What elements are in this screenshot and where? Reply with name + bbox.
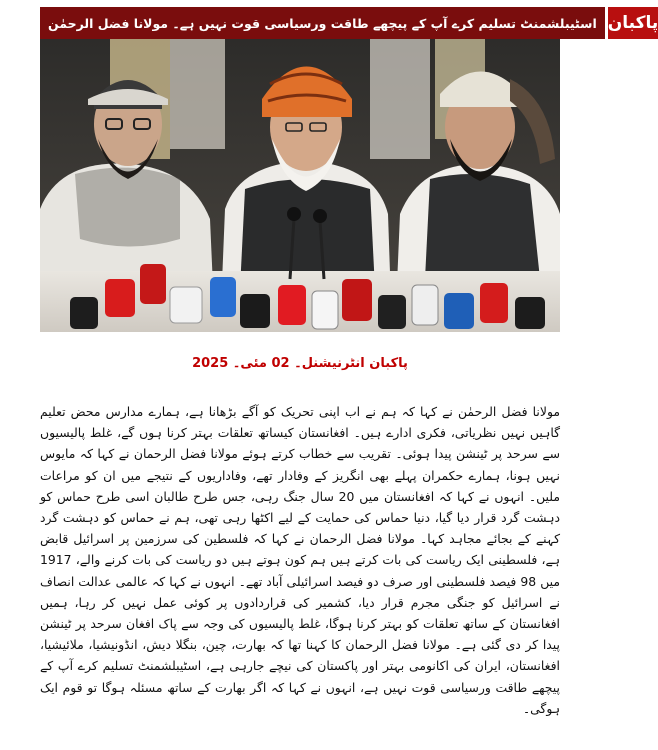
header-bar [40,7,658,39]
article-body: مولانا فضل الرحمٰن نے کہا کہ ہم نے اب اپنی تحریک کو آگے بڑھانا ہے، ہمارے مدارس محض تعلیم گاہیں نہیں نظریاتی، فکری ادارے ہیں۔ افغانستان کیساتھ تعلقات بہتر کرنا ہوں گے، غلط پالیسیوں سے سرحد پر ٹینشن پیدا ہوئی۔ تقریب سے خطاب کرتے ہوئے مولانا فضل الرحمان نے کہا کہ مایوس نہیں ہونا، ہمارے حکمران پہلے بھی انگریز کے وفادار تھے، وفاداریوں کے نتیجے میں ان کو مراعات ملیں۔ انہوں نے کہا کہ افغانستان میں 20 سال جنگ رہی، جس طرح طالبان اسی طرح حماس کو دہشت گرد قرار دیا گیا، دنیا حماس کی حمایت کے لیے اکٹھا رہی تھی، ہم نے حماس کو دہشت گرد کہنے کے بجائے مجاہد کہا۔ مولانا فضل الرحمان نے کہا کہ فلسطین کی سرزمین پر اسرائیل قابض ہے، فلسطینی ایک ریاست کی بات کرتے ہیں ہم کون ہوتے ہیں دو ریاست کی بات کرنے والے، 1917 میں 98 فیصد فلسطینی اور صرف دو فیصد اسرائیلی آباد تھے۔ انہوں نے کہا کہ عالمی عدالت انصاف نے اسرائیل کو جنگی مجرم قرار دیا، کشمیر کی قراردادوں پر کوئی عمل نہیں کر رہا، ہمیں افغانستان کے ساتھ تعلقات کو بہتر کرنا ہوگا، غلط پالیسیوں کی وجہ سے پاک افغان سرحد پر ٹینشن پیدا کر دی گئی ہے۔ مولانا فضل الرحمان کا کہنا تھا کہ بھارت، چین، بنگلا دیش، انڈونیشیا، ملائیشیا، افغانستان، ایران کی اکانومی بہتر اور پاکستان کی نیچے جارہی ہے، اسٹیبلشمنٹ تسلیم کرے آپ کے پیچھے طاقت ورسیاسی قوت نہیں ہے، انہوں نے کہا کہ اگر بھارت کے ساتھ مسئلہ ہوگا تو قوم ایک ہوگی۔ [40,404,561,716]
brand-logo: پاکبان [605,7,658,39]
dateline: پاکبان انٹرنیشنل۔ 02 مئی۔ 2025 [192,356,408,371]
press-conference-photo [40,39,560,332]
headline: اسٹیبلشمنٹ تسلیم کرے آپ کے پیچھے طاقت ورسیاسی قوت نہیں ہے۔ مولانا فضل الرحمٰن [40,7,605,39]
photo-illustration [40,39,560,332]
